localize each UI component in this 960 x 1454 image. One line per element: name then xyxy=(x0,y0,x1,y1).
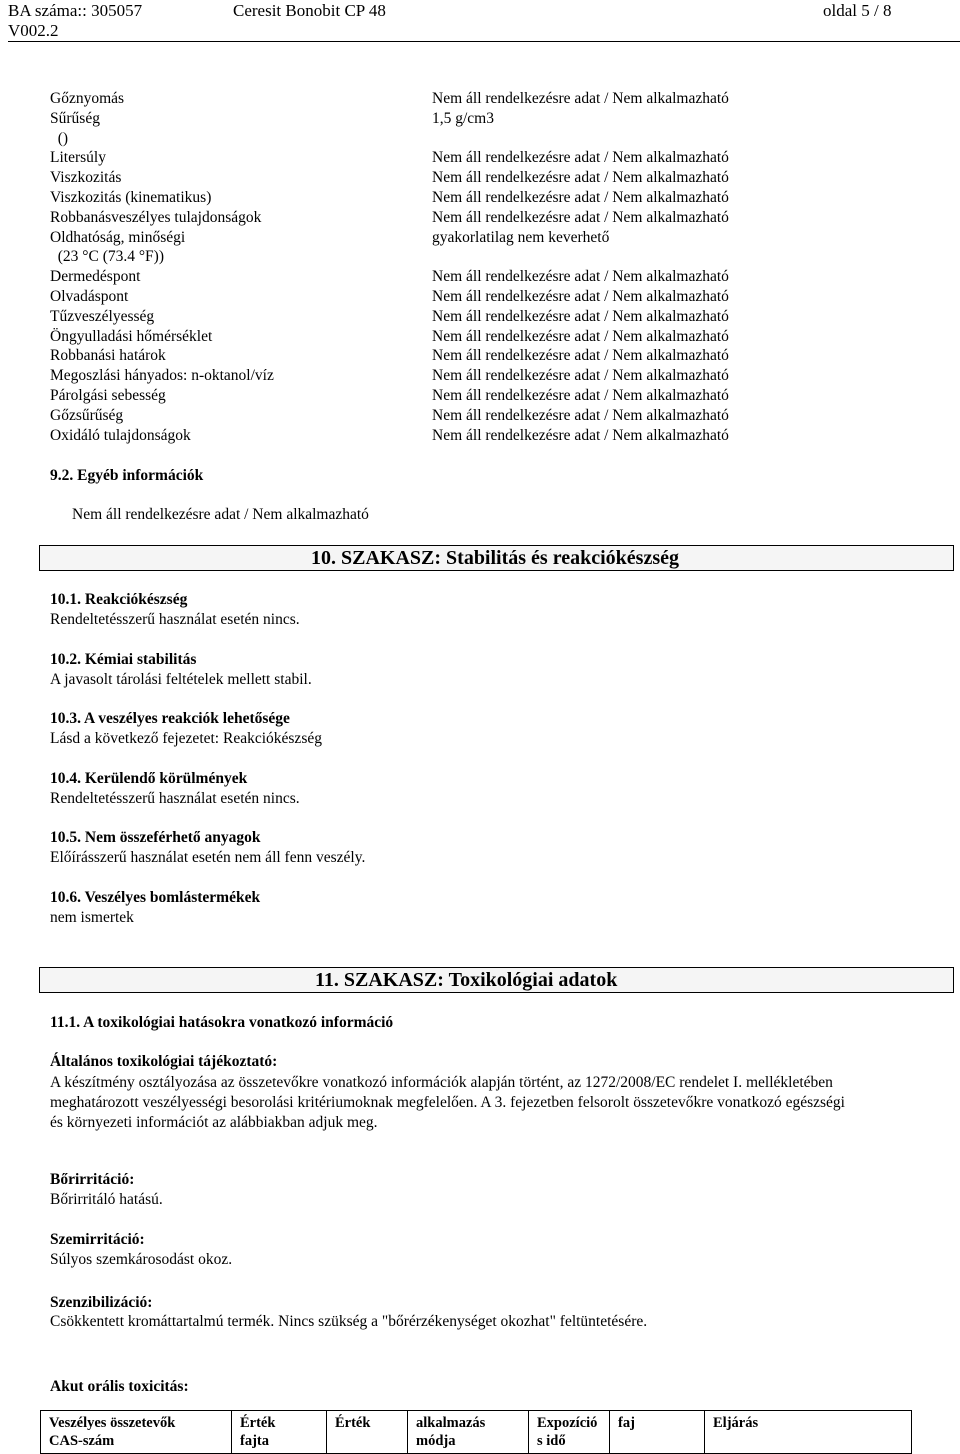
table-header-row xyxy=(41,1411,912,1454)
property-value: Nem áll rendelkezésre adat / Nem alkalmazható xyxy=(432,208,729,226)
table-header-line: fajta xyxy=(240,1433,269,1449)
table-header-line: Eljárás xyxy=(713,1415,759,1431)
property-label: Robbanási határok xyxy=(50,347,166,365)
property-value: Nem áll rendelkezésre adat / Nem alkalmazható xyxy=(432,288,729,305)
table-header-line: CAS-szám xyxy=(49,1433,115,1449)
table-header-cell xyxy=(232,1411,327,1454)
property-value: Nem áll rendelkezésre adat / Nem alkalmazható xyxy=(432,367,729,385)
property-label: Megoszlási hányados: n-oktanol/víz xyxy=(50,367,274,385)
property-label: Viszkozitás (kinematikus) xyxy=(50,189,212,206)
property-value: Nem áll rendelkezésre adat / Nem alkalmazható xyxy=(432,406,729,424)
property-value: Nem áll rendelkezésre adat / Nem alkalmazható xyxy=(432,327,729,345)
property-value: gyakorlatilag nem keverhető xyxy=(432,228,610,246)
property-label: Sűrűség xyxy=(50,109,100,127)
table-header-cell xyxy=(610,1411,705,1454)
table-header-line: alkalmazás xyxy=(416,1415,486,1431)
property-value: Nem áll rendelkezésre adat / Nem alkalmazható xyxy=(432,347,729,365)
header-ba-number: BA száma:: 305057 xyxy=(8,1,143,20)
section-10-subheading: 10.3. A veszélyes reakciók lehetősége xyxy=(50,710,290,728)
sensitization-text: Csökkentett kromáttartalmú termék. Nincs szükség a "bőrérzékenységet okozhat" feltüntetésére. xyxy=(50,1313,648,1330)
property-label: (23 °C (73.4 °F)) xyxy=(50,248,165,266)
property-value: Nem áll rendelkezésre adat / Nem alkalmazható xyxy=(432,426,729,444)
table-header-line: módja xyxy=(416,1433,456,1449)
property-label: Robbanásveszélyes tulajdonságok xyxy=(50,208,262,226)
property-label: Tűzveszélyesség xyxy=(50,307,155,325)
property-label: Párolgási sebesség xyxy=(50,387,166,404)
property-label: Viszkozitás xyxy=(50,169,122,187)
section-9-2-text: Nem áll rendelkezésre adat / Nem alkalmazható xyxy=(72,506,369,523)
property-label: Oxidáló tulajdonságok xyxy=(50,426,191,444)
acute-oral-toxicity-heading: Akut orális toxicitás: xyxy=(50,1378,189,1395)
property-value: Nem áll rendelkezésre adat / Nem alkalmazható xyxy=(432,169,729,187)
property-label: () xyxy=(50,129,69,147)
header-page-number: oldal 5 / 8 xyxy=(823,1,892,20)
property-label: Litersúly xyxy=(50,149,106,167)
section-10-subheading: 10.4. Kerülendő körülmények xyxy=(50,769,248,787)
property-label: Dermedéspont xyxy=(50,268,141,286)
property-value: Nem áll rendelkezésre adat / Nem alkalmazható xyxy=(432,307,729,325)
acute-oral-toxicity-table xyxy=(40,1410,912,1454)
section-10-subheading: 10.5. Nem összeférhető anyagok xyxy=(50,829,261,847)
table-header-line: Érték xyxy=(240,1415,276,1431)
section-10-text: Előírásszerű használat esetén nem áll fenn veszély. xyxy=(50,849,366,867)
general-tox-heading: Általános toxikológiai tájékoztató: xyxy=(50,1053,278,1070)
property-label: Gőzsűrűség xyxy=(50,406,124,424)
section-10-text: Lásd a következő fejezetet: Reakciókészség xyxy=(50,730,322,748)
table-header-line: faj xyxy=(618,1415,635,1431)
header-version: V002.2 xyxy=(8,21,59,40)
section-10-text: nem ismertek xyxy=(50,909,134,926)
table-header-cell xyxy=(41,1411,232,1454)
section-10-subheading: 10.2. Kémiai stabilitás xyxy=(50,650,197,668)
eye-irritation-heading: Szemirritáció: xyxy=(50,1231,145,1248)
section-11-title: 11. SZAKASZ: Toxikológiai adatok xyxy=(315,969,618,991)
property-value: Nem áll rendelkezésre adat / Nem alkalmazható xyxy=(432,90,729,107)
general-tox-line-3: és környezeti információt az alábbiakban adjuk meg. xyxy=(50,1114,378,1131)
property-value: Nem áll rendelkezésre adat / Nem alkalmazható xyxy=(432,268,729,286)
table-header-line: Veszélyes összetevők xyxy=(49,1415,176,1431)
table-header-cell xyxy=(705,1411,912,1454)
table-header-cell xyxy=(327,1411,408,1454)
section-10-text: A javasolt tárolási feltételek mellett stabil. xyxy=(50,670,312,688)
section-10-text: Rendeltetésszerű használat esetén nincs. xyxy=(50,611,300,628)
eye-irritation-text: Súlyos szemkárosodást okoz. xyxy=(50,1251,233,1268)
section-10-text: Rendeltetésszerű használat esetén nincs. xyxy=(50,789,300,807)
general-tox-line-1: A készítmény osztályozása az összetevőkre vonatkozó információk alapján történt, az 1272/2008/EC rendelet I. mellékletében xyxy=(50,1074,833,1091)
property-value: 1,5 g/cm3 xyxy=(432,109,494,127)
sensitization-heading: Szenzibilizáció: xyxy=(50,1294,153,1311)
property-value: Nem áll rendelkezésre adat / Nem alkalmazható xyxy=(432,189,729,206)
property-label: Oldhatóság, minőségi xyxy=(50,228,186,246)
table-header-cell xyxy=(529,1411,610,1454)
property-label: Öngyulladási hőmérséklet xyxy=(50,327,213,345)
section-10-subheading: 10.6. Veszélyes bomlástermékek xyxy=(50,889,261,906)
header-product: Ceresit Bonobit CP 48 xyxy=(233,1,386,20)
skin-irritation-text: Bőrirritáló hatású. xyxy=(50,1191,163,1208)
section-11-1-heading: 11.1. A toxikológiai hatásokra vonatkozó információ xyxy=(50,1014,394,1031)
table-header-line: s idő xyxy=(537,1433,566,1449)
property-label: Olvadáspont xyxy=(50,288,129,305)
property-label: Gőznyomás xyxy=(50,90,125,107)
property-value: Nem áll rendelkezésre adat / Nem alkalmazható xyxy=(432,149,729,167)
table-header-line: Expozíció xyxy=(537,1415,598,1431)
header-rule xyxy=(8,41,960,42)
section-9-2-heading: 9.2. Egyéb információk xyxy=(50,467,204,484)
table-header-cell xyxy=(408,1411,529,1454)
property-value: Nem áll rendelkezésre adat / Nem alkalmazható xyxy=(432,387,729,404)
table-header-line: Érték xyxy=(335,1415,371,1431)
section-10-subheading: 10.1. Reakciókészség xyxy=(50,591,188,608)
skin-irritation-heading: Bőrirritáció: xyxy=(50,1171,135,1188)
general-tox-line-2: meghatározott veszélyességi besorolási kritériumoknak megfelelően. A 3. fejezetben felsorolt összetevőkre vonatkozó egészségi xyxy=(50,1094,845,1111)
section-10-title: 10. SZAKASZ: Stabilitás és reakciókészség xyxy=(311,547,679,569)
